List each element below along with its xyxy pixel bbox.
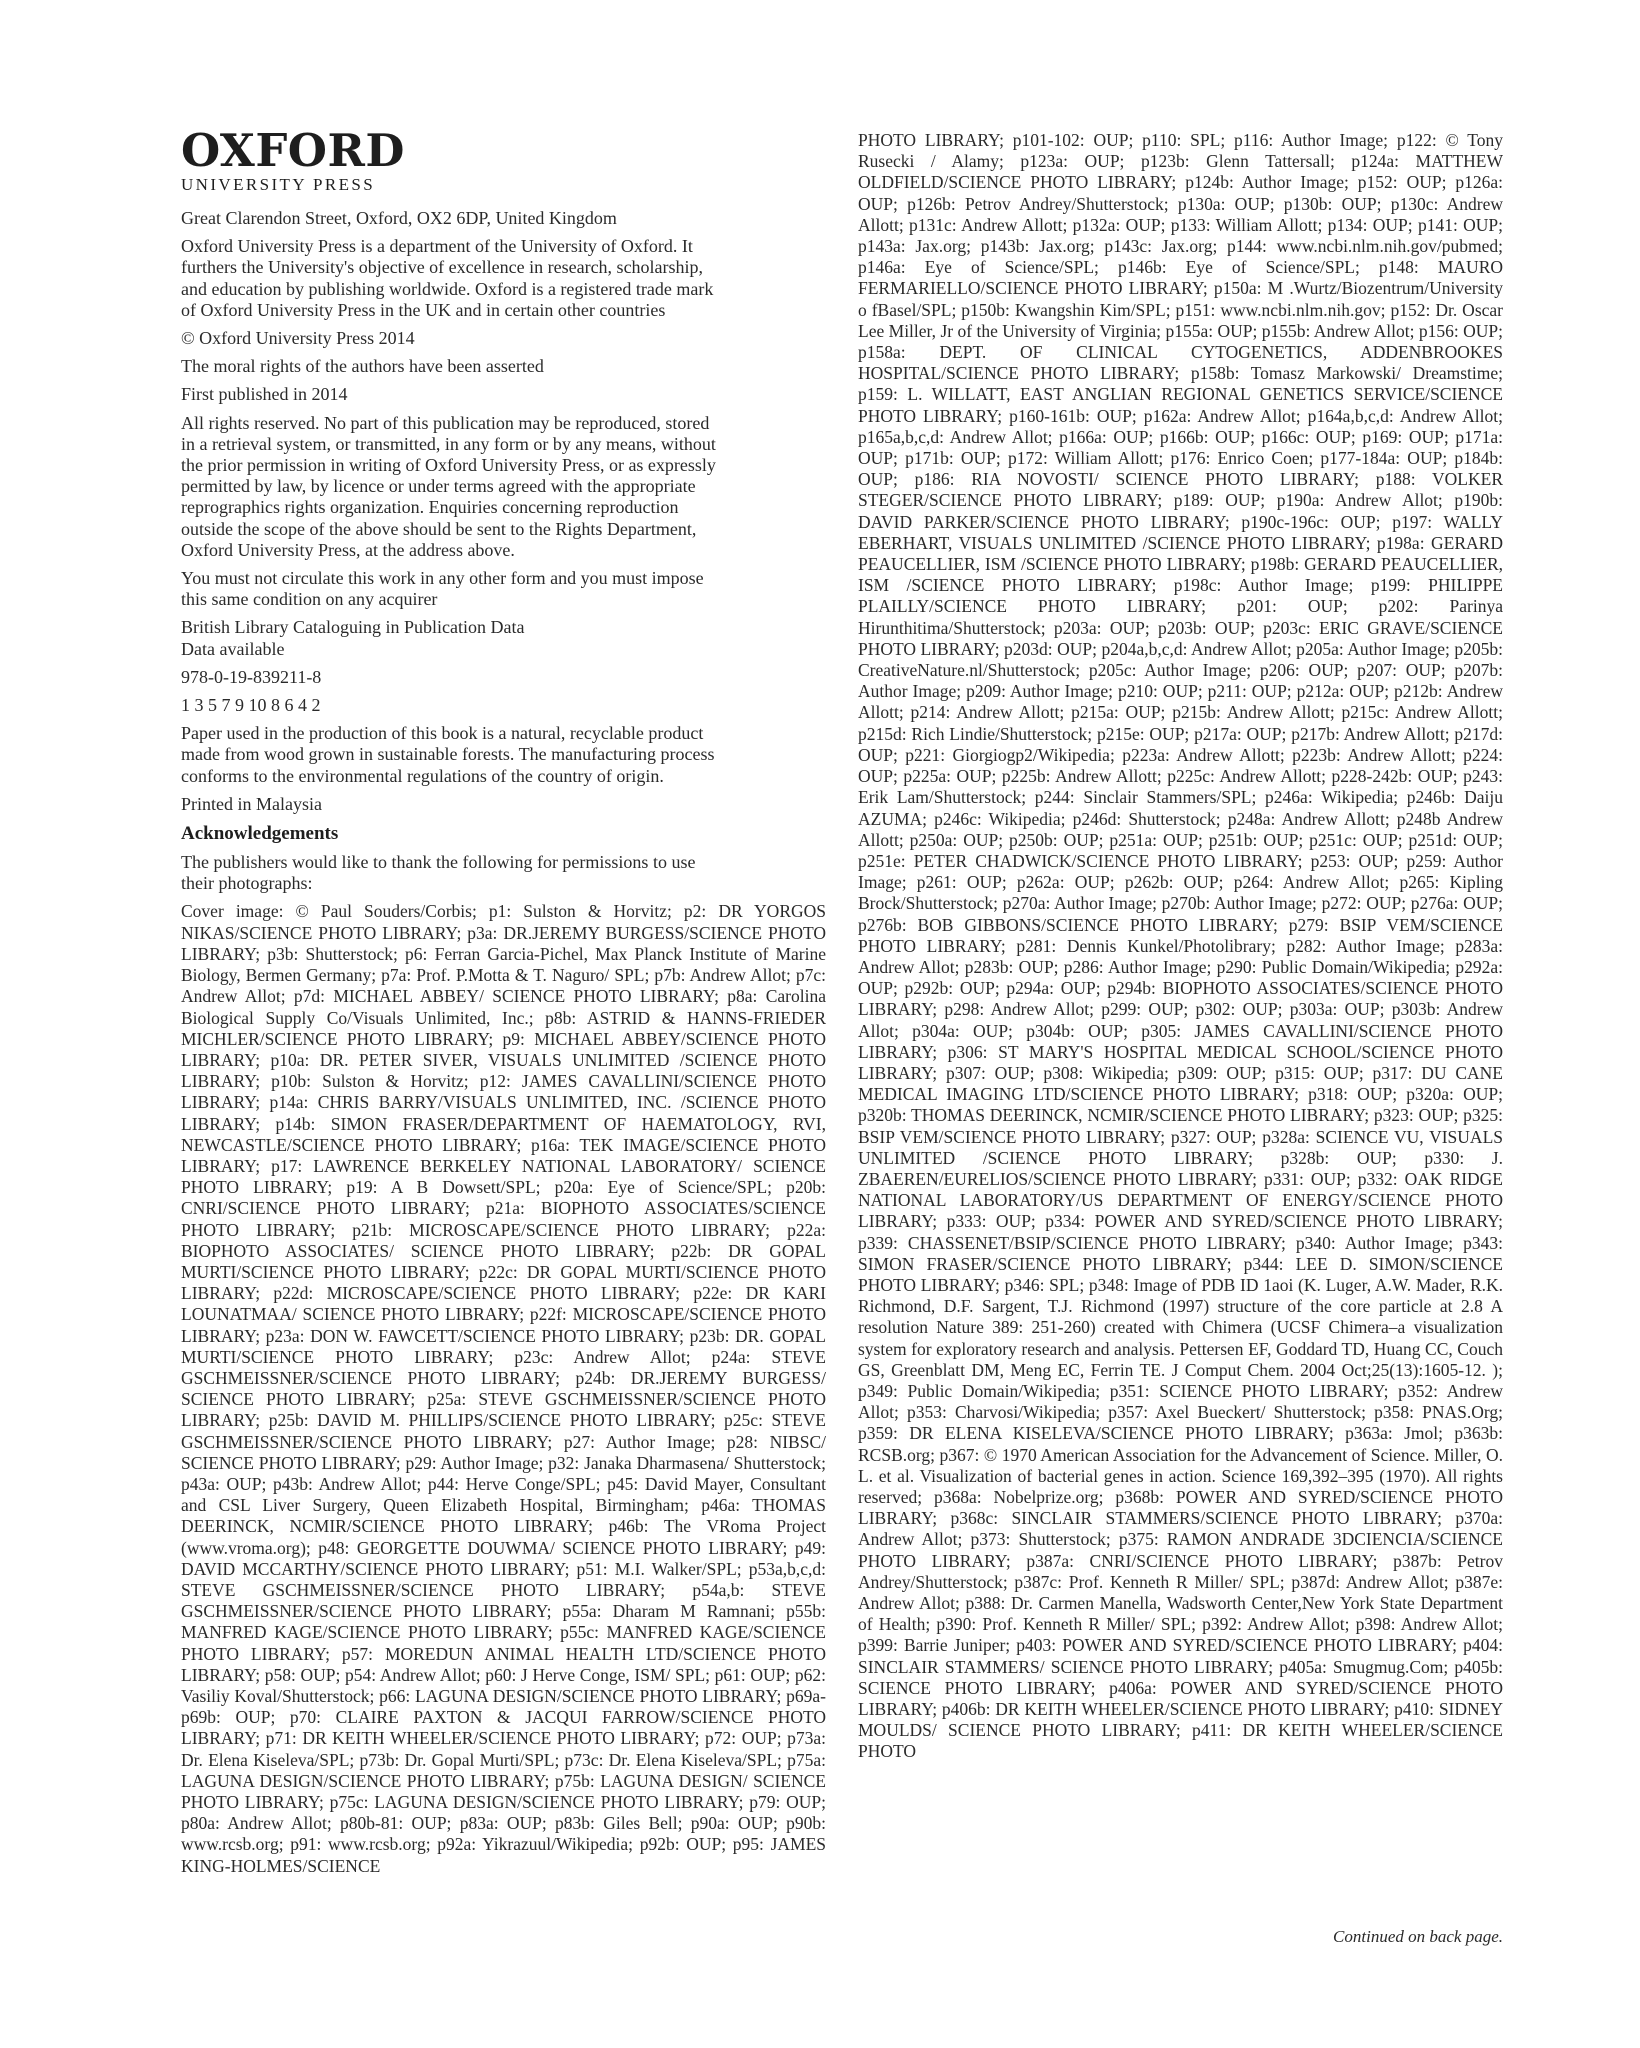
circulate-line: this same condition on any acquirer (181, 589, 438, 610)
first-published-line: First published in 2014 (181, 384, 348, 405)
rights-line: reprographics rights organization. Enquiries concerning reproduction (181, 497, 679, 518)
print-line: 1 3 5 7 9 10 8 6 4 2 (181, 695, 321, 716)
continued-note: Continued on back page. (1333, 1927, 1503, 1946)
circulate-line: You must not circulate this work in any other form and you must impose (181, 568, 704, 589)
rights-paragraph (181, 413, 826, 561)
about-line: Oxford University Press is a department of the University of Oxford. It (181, 236, 693, 257)
about-line: furthers the University's objective of excellence in research, scholarship, (181, 257, 704, 278)
rights-line: the prior permission in writing of Oxford University Press, or as expressly (181, 455, 716, 476)
about-line: and education by publishing worldwide. Oxford is a registered trade mark (181, 278, 714, 299)
about-paragraph (181, 236, 826, 321)
cataloguing-paragraph (181, 617, 826, 659)
publisher-logo-subtitle: UNIVERSITY PRESS (181, 175, 376, 194)
photo-credits-left: Cover image: © Paul Souders/Corbis; p1: Sulston & Horvitz; p2: DR YORGOS NIKAS/SCIENCE PHOTO LIBRARY; p3a: DR.JEREMY BURGESS/SCIENCE PHOTO LIBRARY; p3b: Shutterstock; p6: Ferran Garcia-Pichel, Max Planck Institute of Marine Biology, Bermen Germany; p7a: Prof. P.Motta & T. Naguro/ SPL; p7b: Andrew Allot; p7c: Andrew Allot; p7d: MICHAEL ABBEY/ SCIENCE PHOTO LIBRARY; p8a: Carolina Biological Supply Co/Visuals Unlimited, Inc.; p8b: ASTRID & HANNS-FRIEDER MICHLER/SCIENCE PHOTO LIBRARY; p9: MICHAEL ABBEY/SCIENCE PHOTO LIBRARY; p10a: DR. PETER SIVER, VISUALS UNLIMITED /SCIENCE PHOTO LIBRARY; p10b: Sulston & Horvitz; p12: JAMES CAVALLINI/SCIENCE PHOTO LIBRARY; p14a: CHRIS BARRY/VISUALS UNLIMITED, INC. /SCIENCE PHOTO LIBRARY; p14b: SIMON FRASER/DEPARTMENT OF HAEMATOLOGY, RVI, NEWCASTLE/SCIENCE PHOTO LIBRARY; p16a: TEK IMAGE/SCIENCE PHOTO LIBRARY; p17: LAWRENCE BERKELEY NATIONAL LABORATORY/ SCIENCE PHOTO LIBRARY; p19: A B Dowsett/SPL; p20a: Eye of Science/SPL; p20b: CNRI/SCIENCE PHOTO LIBRARY; p21a: BIOPHOTO ASSOCIATES/SCIENCE PHOTO LIBRARY; p21b: MICROSCAPE/SCIENCE PHOTO LIBRARY; p22a: BIOPHOTO ASSOCIATES/ SCIENCE PHOTO LIBRARY; p22b: DR GOPAL MURTI/SCIENCE PHOTO LIBRARY; p22c: DR GOPAL MURTI/SCIENCE PHOTO LIBRARY; p22d: MICROSCAPE/SCIENCE PHOTO LIBRARY; p22e: DR KARI LOUNATMAA/ SCIENCE PHOTO LIBRARY; p22f: MICROSCAPE/SCIENCE PHOTO LIBRARY; p23a: DON W. FAWCETT/SCIENCE PHOTO LIBRARY; p23b: DR. GOPAL MURTI/SCIENCE PHOTO LIBRARY; p23c: Andrew Allot; p24a: STEVE GSCHMEISSNER/SCIENCE PHOTO LIBRARY; p24b: DR.JEREMY BURGESS/ SCIENCE PHOTO LIBRARY; p25a: STEVE GSCHMEISSNER/SCIENCE PHOTO LIBRARY; p25b: DAVID M. PHILLIPS/SCIENCE PHOTO LIBRARY; p25c: STEVE GSCHMEISSNER/SCIENCE PHOTO LIBRARY; p27: Author Image; p28: NIBSC/ SCIENCE PHOTO LIBRARY; p29: Author Image; p32: Janaka Dharmasena/ Shutterstock; p43a: OUP; p43b: Andrew Allot; p44: Herve Conge/SPL; p45: David Mayer, Consultant and CSL Liver Surgery, Queen Elizabeth Hospital, Birmingham; p46a: THOMAS DEERINCK, NCMIR/SCIENCE PHOTO LIBRARY; p46b: The VRoma Project (www.vroma.org); p48: GEORGETTE DOUWMA/ SCIENCE PHOTO LIBRARY; p49: DAVID MCCARTHY/SCIENCE PHOTO LIBRARY; p51: M.I. Walker/SPL; p53a,b,c,d: STEVE GSCHMEISSNER/SCIENCE PHOTO LIBRARY; p54a,b: STEVE GSCHMEISSNER/SCIENCE PHOTO LIBRARY; p55a: Dharam M Ramnani; p55b: MANFRED KAGE/SCIENCE PHOTO LIBRARY; p55c: MANFRED KAGE/SCIENCE PHOTO LIBRARY; p57: MOREDUN ANIMAL HEALTH LTD/SCIENCE PHOTO LIBRARY; p58: OUP; p54: Andrew Allot; p60: J Herve Conge, ISM/ SPL; p61: OUP; p62: Vasiliy Koval/Shutterstock; p66: LAGUNA DESIGN/SCIENCE PHOTO LIBRARY; p69a-p69b: OUP; p70: CLAIRE PAXTON & JACQUI FARROW/SCIENCE PHOTO LIBRARY; p71: DR KEITH WHEELER/SCIENCE PHOTO LIBRARY; p72: OUP; p73a: Dr. Elena Kiseleva/SPL; p73b: Dr. Gopal Murti/SPL; p73c: Dr. Elena Kiseleva/SPL; p75a: LAGUNA DESIGN/SCIENCE PHOTO LIBRARY; p75b: LAGUNA DESIGN/ SCIENCE PHOTO LIBRARY; p75c: LAGUNA DESIGN/SCIENCE PHOTO LIBRARY; p79: OUP; p80a: Andrew Allot; p80b-81: OUP; p83a: OUP; p83b: Giles Bell; p90a: OUP; p90b: www.rcsb.org; p91: www.rcsb.org; p92a: Yikrazuul/Wikipedia; p92b: OUP; p95: JAMES KING-HOLMES/SCIENCE (181, 901, 826, 1876)
printed-in-line: Printed in Malaysia (181, 793, 322, 814)
copyright-line: © Oxford University Press 2014 (181, 328, 415, 349)
rights-line: permitted by law, by licence or under terms agreed with the appropriate (181, 476, 696, 497)
acknowledgements-intro (181, 852, 826, 894)
publisher-address: Great Clarendon Street, Oxford, OX2 6DP, United Kingdom (181, 208, 617, 228)
rights-line: outside the scope of the above should be sent to the Rights Department, (181, 518, 697, 539)
acknowledgements-heading: Acknowledgements (181, 823, 339, 845)
paper-line: Paper used in the production of this book is a natural, recyclable product (181, 723, 704, 744)
paper-line: conforms to the environmental regulations of the country of origin. (181, 765, 664, 786)
moral-rights-line: The moral rights of the authors have been asserted (181, 356, 544, 377)
cataloguing-line: Data available (181, 638, 285, 659)
photo-credits-right: PHOTO LIBRARY; p101-102: OUP; p110: SPL; p116: Author Image; p122: © Tony Rusecki / Alamy; p123a: OUP; p123b: Glenn Tattersall; p124a: MATTHEW OLDFIELD/SCIENCE PHOTO LIBRARY; p124b: Author Image; p152: OUP; p126a: OUP; p126b: Petrov Andrey/Shutterstock; p130a: OUP; p130b: OUP; p130c: Andrew Allott; p131c: Andrew Allott; p132a: OUP; p133: William Allott; p134: OUP; p141: OUP; p143a: Jax.org; p143b: Jax.org; p143c: Jax.org; p144: www.ncbi.nlm.nih.gov/pubmed; p146a: Eye of Science/SPL; p146b: Eye of Science/SPL; p148: MAURO FERMARIELLO/SCIENCE PHOTO LIBRARY; p150a: M .Wurtz/Biozentrum/University o fBasel/SPL; p150b: Kwangshin Kim/SPL; p151: www.ncbi.nlm.nih.gov; p152: Dr. Oscar Lee Miller, Jr of the University of Virginia; p155a: OUP; p155b: Andrew Allot; p156: OUP; p158a: DEPT. OF CLINICAL CYTOGENETICS, ADDENBROOKES HOSPITAL/SCIENCE PHOTO LIBRARY; p158b: Tomasz Markowski/ Dreamstime; p159: L. WILLATT, EAST ANGLIAN REGIONAL GENETICS SERVICE/SCIENCE PHOTO LIBRARY; p160-161b: OUP; p162a: Andrew Allot; p164a,b,c,d: Andrew Allot; p165a,b,c,d: Andrew Allot; p166a: OUP; p166b: OUP; p166c: OUP; p169: OUP; p171a: OUP; p171b: OUP; p172: William Allott; p176: Enrico Coen; p177-184a: OUP; p184b: OUP; p186: RIA NOVOSTI/ SCIENCE PHOTO LIBRARY; p188: VOLKER STEGER/SCIENCE PHOTO LIBRARY; p189: OUP; p190a: Andrew Allot; p190b: DAVID PARKER/SCIENCE PHOTO LIBRARY; p190c-196c: OUP; p197: WALLY EBERHART, VISUALS UNLIMITED /SCIENCE PHOTO LIBRARY; p198a: GERARD PEAUCELLIER, ISM /SCIENCE PHOTO LIBRARY; p198b: GERARD PEAUCELLIER, ISM /SCIENCE PHOTO LIBRARY; p198c: Author Image; p199: PHILIPPE PLAILLY/SCIENCE PHOTO LIBRARY; p201: OUP; p202: Parinya Hirunthitima/Shutterstock; p203a: OUP; p203b: OUP; p203c: ERIC GRAVE/SCIENCE PHOTO LIBRARY; p203d: OUP; p204a,b,c,d: Andrew Allot; p205a: Author Image; p205b: CreativeNature.nl/Shutterstock; p205c: Author Image; p206: OUP; p207: OUP; p207b: Author Image; p209: Author Image; p210: OUP; p211: OUP; p212a: OUP; p212b: Andrew Allott; p214: Andrew Allott; p215a: OUP; p215b: Andrew Allott; p215c: Andrew Allott; p215d: Rich Lindie/Shutterstock; p215e: OUP; p217a: OUP; p217b: Andrew Allott; p217d: OUP; p221: Giorgiogp2/Wikipedia; p223a: Andrew Allott; p223b: Andrew Allott; p224: OUP; p225a: OUP; p225b: Andrew Allott; p225c: Andrew Allott; p228-242b: OUP; p243: Erik Lam/Shutterstock; p244: Sinclair Stammers/SPL; p246a: Wikipedia; p246b: Daiju AZUMA; p246c: Wikipedia; p246d: Shutterstock; p248a: Andrew Allott; p248b Andrew Allott; p250a: OUP; p250b: OUP; p251a: OUP; p251b: OUP; p251c: OUP; p251d: OUP; p251e: PETER CHADWICK/SCIENCE PHOTO LIBRARY; p253: OUP; p259: Author Image; p261: OUP; p262a: OUP; p262b: OUP; p264: Andrew Allot; p265: Kipling Brock/Shutterstock; p270a: Author Image; p270b: Author Image; p272: OUP; p276a: OUP; p276b: BOB GIBBONS/SCIENCE PHOTO LIBRARY; p279: BSIP VEM/SCIENCE PHOTO LIBRARY; p281: Dennis Kunkel/Photolibrary; p282: Author Image; p283a: Andrew Allot; p283b: OUP; p286: Author Image; p290: Public Domain/Wikipedia; p292a: OUP; p292b: OUP; p294a: OUP; p294b: BIOPHOTO ASSOCIATES/SCIENCE PHOTO LIBRARY; p298: Andrew Allot; p299: OUP; p302: OUP; p303a: OUP; p303b: Andrew Allot; p304a: OUP; p304b: OUP; p305: JAMES CAVALLINI/SCIENCE PHOTO LIBRARY; p306: ST MARY'S HOSPITAL MEDICAL SCHOOL/SCIENCE PHOTO LIBRARY; p307: OUP; p308: Wikipedia; p309: OUP; p315: OUP; p317: DU CANE MEDICAL IMAGING LTD/SCIENCE PHOTO LIBRARY; p318: OUP; p320a: OUP; p320b: THOMAS DEERINCK, NCMIR/SCIENCE PHOTO LIBRARY; p323: OUP; p325: BSIP VEM/SCIENCE PHOTO LIBRARY; p327: OUP; p328a: SCIENCE VU, VISUALS UNLIMITED /SCIENCE PHOTO LIBRARY; p328b: OUP; p330: J. ZBAEREN/EURELIOS/SCIENCE PHOTO LIBRARY; p331: OUP; p332: OAK RIDGE NATIONAL LABORATORY/US DEPARTMENT OF ENERGY/SCIENCE PHOTO LIBRARY; p333: OUP; p334: POWER AND SYRED/SCIENCE PHOTO LIBRARY; p339: CHASSENET/BSIP/SCIENCE PHOTO LIBRARY; p340: Author Image; p343: SIMON FRASER/SCIENCE PHOTO LIBRARY; p344: LEE D. SIMON/SCIENCE PHOTO LIBRARY; p346: SPL; p348: Image of PDB ID 1aoi (K. Luger, A.W. Mader, R.K. Richmond, D.F. Sargent, T.J. Richmond (1997) structure of the core particle at 2.8 A resolution Nature 389: 251-260) created with Chimera (UCSF Chimera–a visualization system for exploratory research and analysis. Pettersen EF, Goddard TD, Huang CC, Couch GS, Greenblatt DM, Meng EC, Ferrin TE. J Comput Chem. 2004 Oct;25(13):1605-12. ); p349: Public Domain/Wikipedia; p351: SCIENCE PHOTO LIBRARY; p352: Andrew Allot; p353: Charvosi/Wikipedia; p357: Axel Bueckert/ Shutterstock; p358: PNAS.Org; p359: DR ELENA KISELEVA/SCIENCE PHOTO LIBRARY; p363a: Jmol; p363b: RCSB.org; p367: © 1970 American Association for the Advancement of Science. Miller, O. L. et al. Visualization of bacterial genes in action. Science 169,392–395 (1970). All rights reserved; p368a: Nobelprize.org; p368b: POWER AND SYRED/SCIENCE PHOTO LIBRARY; p368c: SINCLAIR STAMMERS/SCIENCE PHOTO LIBRARY; p370a: Andrew Allot; p373: Shutterstock; p375: RAMON ANDRADE 3DCIENCIA/SCIENCE PHOTO LIBRARY; p387a: CNRI/SCIENCE PHOTO LIBRARY; p387b: Petrov Andrey/Shutterstock; p387c: Prof. Kenneth R Miller/ SPL; p387d: Andrew Allot; p387e: Andrew Allot; p388: Dr. Carmen Manella, Wadsworth Center,New York State Department of Health; p390: Prof. Kenneth R Miller/ SPL; p392: Andrew Allot; p398: Andrew Allot; p399: Barrie Juniper; p403: POWER AND SYRED/SCIENCE PHOTO LIBRARY; p404: SINCLAIR STAMMERS/ SCIENCE PHOTO LIBRARY; p405a: Smugmug.Com; p405b: SCIENCE PHOTO LIBRARY; p406a: POWER AND SYRED/SCIENCE PHOTO LIBRARY; p406b: DR KEITH WHEELER/SCIENCE PHOTO LIBRARY; p410: SIDNEY MOULDS/ SCIENCE PHOTO LIBRARY; p411: DR KEITH WHEELER/SCIENCE PHOTO (858, 130, 1503, 1762)
publisher-logo: OXFORD (181, 124, 405, 177)
intro-line: their photographs: (181, 873, 313, 894)
circulate-paragraph (181, 568, 826, 610)
rights-line: All rights reserved. No part of this publication may be reproduced, stored (181, 412, 710, 433)
intro-line: The publishers would like to thank the following for permissions to use (181, 852, 696, 873)
rights-line: Oxford University Press, at the address above. (181, 539, 515, 560)
paper-paragraph (181, 723, 826, 787)
about-line: of Oxford University Press in the UK and in certain other countries (181, 299, 666, 320)
paper-line: made from wood grown in sustainable forests. The manufacturing process (181, 744, 715, 765)
cataloguing-line: British Library Cataloguing in Publication Data (181, 617, 525, 638)
rights-line: in a retrieval system, or transmitted, in any form or by any means, without (181, 433, 716, 454)
isbn: 978-0-19-839211-8 (181, 666, 322, 687)
left-column (181, 124, 826, 1877)
right-column (858, 130, 1503, 1763)
